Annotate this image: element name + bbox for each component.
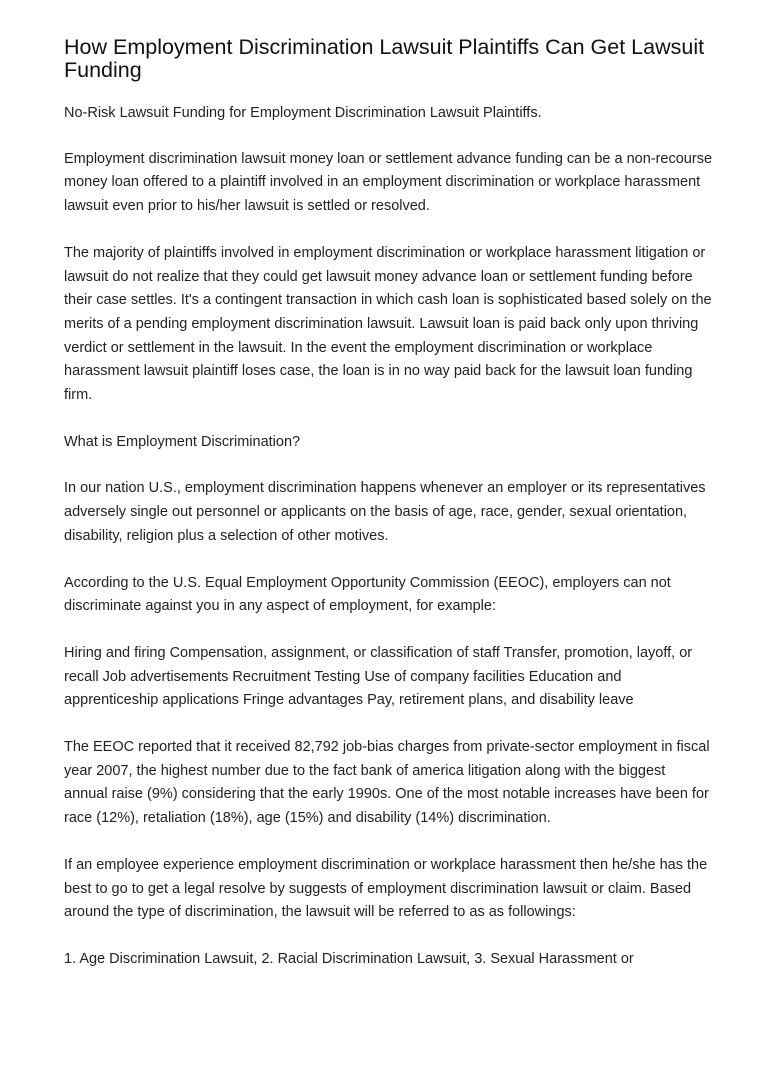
paragraph: 1. Age Discrimination Lawsuit, 2. Racial Discrimination Lawsuit, 3. Sexual Harassment or: [64, 950, 634, 967]
paragraph: Employment discrimination lawsuit money loan or settlement advance funding can be a non-recourse money loan offered to a plaintiff involved in an employment discrimination or workplace harassment lawsuit even prior to his/her lawsuit is settled or resolved.: [64, 150, 713, 215]
paragraph: The majority of plaintiffs involved in employment discrimination or workplace harassment litigation or lawsuit do not realize that they could get lawsuit money advance loan or settlement funding before their case settles. It's a contingent transaction in which cash loan is sophisticated based solely on the merits of a pending employment discrimination lawsuit. Lawsuit loan is paid back only upon thriving verdict or settlement in the lawsuit. In the event the employment discrimination or workplace harassment lawsuit plaintiff loses case, the loan is in no way paid back for the lawsuit loan funding firm.: [64, 244, 712, 404]
paragraph: In our nation U.S., employment discrimination happens whenever an employer or its representatives adversely single out personnel or applicants on the basis of age, race, gender, sexual orientation, disability, religion plus a selection of other motives.: [64, 480, 706, 544]
paragraph: According to the U.S. Equal Employment Opportunity Commission (EEOC), employers can not discriminate against you in any aspect of employment, for example:: [64, 574, 671, 615]
intro-paragraph: No-Risk Lawsuit Funding for Employment Discrimination Lawsuit Plaintiffs.: [64, 105, 542, 121]
section-heading: What is Employment Discrimination?: [64, 433, 301, 450]
paragraph: If an employee experience employment discrimination or workplace harassment then he/she has the best to go to get a legal resolve by suggests of employment discrimination lawsuit or claim. Based around the type of discrimination, the lawsuit will be referred to as as followings:: [64, 856, 708, 921]
document-title: How Employment Discrimination Lawsuit Plaintiffs Can Get Lawsuit Funding: [64, 35, 705, 82]
paragraph: The EEOC reported that it received 82,792 job-bias charges from private-sector employment in fiscal year 2007, the highest number due to the fact bank of america litigation along with the biggest annual raise (9%) considering that the early 1990s. One of the most notable increases have been for race (12%), retaliation (18%), age (15%) and disability (14%) discrimination.: [64, 739, 710, 827]
document-page: [64, 36, 712, 995]
paragraph: Hiring and firing Compensation, assignment, or classification of staff Transfer, promotion, layoff, or recall Job advertisements Recruitment Testing Use of company facilities Education and apprenticeship applications Fringe advantages Pay, retirement plans, and disability leave: [64, 644, 693, 709]
